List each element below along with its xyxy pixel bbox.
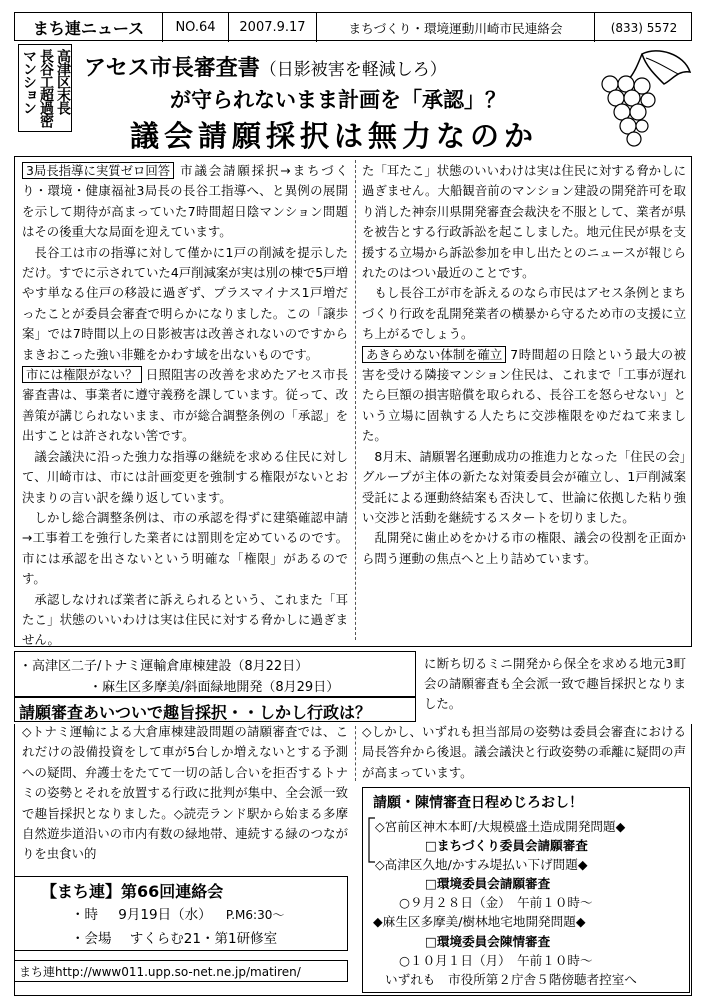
schedule-line-2: □まちづくり委員会請願審査	[425, 838, 588, 853]
location-tag-box	[18, 44, 72, 132]
schedule-line-3: ◇高津区久地/かすみ堤払い下げ問題◆	[375, 857, 588, 872]
column-divider	[355, 160, 356, 640]
schedule-line-8: ○１０月１日（月） 午前１０時～	[399, 953, 593, 968]
grape-illustration	[598, 44, 694, 152]
schedule-line-9: いずれも 市役所第２庁舎５階傍聴者控室へ	[385, 972, 637, 987]
issue-number: NO.64	[163, 13, 229, 42]
meeting-date: 9月19日（水）	[118, 907, 212, 923]
left-paragraph-4: 議会議決に沿った強力な指導の継続を求める住民に対して、川崎市は、市には計画変更を強制する権限がないとお決まりの言い訳を繰り返しています。	[22, 448, 348, 505]
url-box	[14, 960, 348, 982]
headline-sub: （日影被害を軽減しろ）	[259, 60, 447, 80]
petition-item-2: ・麻生区多摩美/斜面緑地開発（8月29日）	[89, 680, 340, 695]
petition-headline-box	[14, 697, 416, 722]
section-label-instruction: 3局長指導に実質ゼロ回答	[22, 162, 174, 179]
schedule-line-5: ○９月２８日（金） 午前１０時～	[399, 895, 593, 910]
headline-line-1	[84, 51, 447, 82]
schedule-box	[362, 787, 690, 993]
left-paragraph-3: 日照阻害の改善を求めたアセス市長審査書は、事業者に遵守義務を課しています。従って、改善策が講じられないまま、市が総合調整条例の「承認」を出すことは許されない筈です。	[22, 367, 348, 444]
issue-date: 2007.9.17	[229, 13, 317, 42]
right-column	[362, 161, 686, 569]
meeting-place-label: ・会場	[71, 931, 112, 947]
location-tag-col-3: マンション	[21, 49, 37, 114]
schedule-line-1: ◇宮前区神木本町/大規模盛土造成開発問題◆	[375, 819, 626, 834]
left-paragraph-5: しかし総合調整条例は、市の承認を得ずに建築確認申請→工事着工を強行した業者には罰則を定めているのです。市には承認を出さないという明確な「権限」があるのです。	[22, 509, 348, 587]
petition-items-box	[14, 651, 416, 697]
left-paragraph-6: 承認しなければ業者に訴えられるという、これまた「耳たこ」状態のいいわけは実は住民に対する脅かしに過ぎません。	[22, 591, 348, 648]
masthead-title: まち連ニュース	[15, 13, 163, 42]
right-paragraph-5: 乱開発に歯止めをかける市の権限、議会の役割を正面から問う運動の焦点へと上り詰めています。	[362, 530, 686, 566]
meeting-time-row	[71, 903, 284, 923]
petition-divider	[355, 726, 356, 781]
header-bar	[14, 12, 692, 41]
petition-right-text: ◇しかし、いずれも担当部局の姿勢は委員会審査における局長答弁から後退。議会議決と行政姿勢の乖離に疑問の声が高まっています。	[362, 724, 686, 780]
website-url[interactable]: まち連http://www011.upp.so-net.ne.jp/matiren/	[19, 965, 301, 979]
section-label-authority: 市には権限がない？	[22, 366, 142, 383]
right-paragraph-1: た「耳たこ」状態のいいわけは実は住民に対する脅かしに過ぎません。大船観音前のマンション建設の開発許可を取り消した神奈川県開発審査会裁決を不服として、業者が県を被告とする行政訴訟を起こしました。地元住民が県を支援する立場から訴訟参加を申し出たとのニュースが報じられたのはつい最近のことです。	[362, 163, 686, 281]
petition-item-1: ・高津区二子/トナミ運輸倉庫棟建設（8月22日）	[19, 659, 309, 674]
petition-headline: 請願審査あいついで趣旨採択・・しかし行政は？	[19, 703, 372, 722]
meeting-time-label: ・時	[71, 907, 98, 923]
section-label-system: あきらめない体制を確立	[362, 346, 506, 363]
petition-right-top: に断ち切るミニ開発から保全を求める地元3町会の請願審査も全会派一致で趣旨採択となりました。	[424, 656, 686, 711]
headline-main: アセス市長審査書	[84, 56, 260, 81]
meeting-place-row	[71, 927, 277, 947]
left-column	[22, 161, 348, 648]
petition-left-text: ◇トナミ運輸による大倉庫棟建設問題の請願審査では、これだけの設備投資をして車が5台しか増えないとする予測への疑問、弁護士をたてて一切の話し合いを拒否するトナミの姿勢とそれを放置する行政に批判が集中、全会派一致で趣旨採択となりました。◇読売ランド駅から始まる多摩自然遊歩道沿いの市内有数の緑地帯、連続する緑のつながりを虫食い的	[22, 724, 348, 862]
phone-number: (833) 5572	[610, 20, 678, 35]
headline-line-2: が守られないまま計画を「承認」？	[170, 88, 506, 112]
location-tag-col-1: 高津区末長	[55, 49, 71, 114]
right-paragraph-3: 7時間超の日陰という最大の被害を受ける隣接マンション住民は、これまで「工事が遅れたら巨額の損害賠償を取られる、長谷工を怒らせない」という立場に固執する人たちに交渉権限をゆだねて来ました。	[362, 346, 686, 444]
left-paragraph-1: 市議会請願採択→まちづくり・環境・健康福祉3局長の長谷工指導へ、と異例の展開を示して期待が高まっていた7時間超日陰マンション問題はその後重大な局面を迎えています。	[22, 163, 348, 240]
schedule-line-6: ◆麻生区多摩美/樹林地宅地開発問題◆	[373, 914, 586, 929]
right-paragraph-4: 8月末、請願署名運動成功の推進力となった「住民の会」グループが主体の新たな対策委員会が確立し、1戸削減案受託による運動終結案も否決して、世論に依拠した粘り強い交渉と活動を継続するスタートを切りました。	[362, 448, 686, 525]
meeting-title: 【まち連】第66回連絡会	[41, 882, 224, 901]
left-paragraph-2: 長谷工は市の指導に対して僅かに1戸の削減を提示しただけ。すでに示されていた4戸削減案が実は別の棟で5戸増やす単なる住戸の移設に過ぎず、プラスマイナス1戸増だったことが委員会審査で明らかになりました。この「譲歩案」では7時間以上の日影被害は改善されないのですからまきおこった強い非難をかわす域を出ないものです。	[22, 244, 348, 362]
headline-line-3: 議会請願採択は無力なのか	[130, 119, 539, 153]
right-paragraph-2: もし長谷工が市を訴えるのなら市民はアセス条例とまちづくり行政を乱開発業者の横暴から守るため市の支援に立ち上がるでしょう。	[362, 285, 686, 342]
meeting-place: すくらむ21・第1研修室	[129, 931, 278, 947]
schedule-line-7: □環境委員会陳情審査	[425, 934, 551, 949]
meeting-hour: P.M6:30～	[225, 908, 285, 922]
schedule-title: 請願・陳情審査日程めじろおし！	[373, 795, 583, 811]
meeting-notice-box	[14, 876, 348, 951]
organization-name: まちづくり・環境運動川崎市民連絡会	[317, 13, 595, 42]
schedule-line-4: □環境委員会請願審査	[425, 876, 551, 891]
location-tag-col-2: 長谷工超過密	[38, 49, 54, 127]
